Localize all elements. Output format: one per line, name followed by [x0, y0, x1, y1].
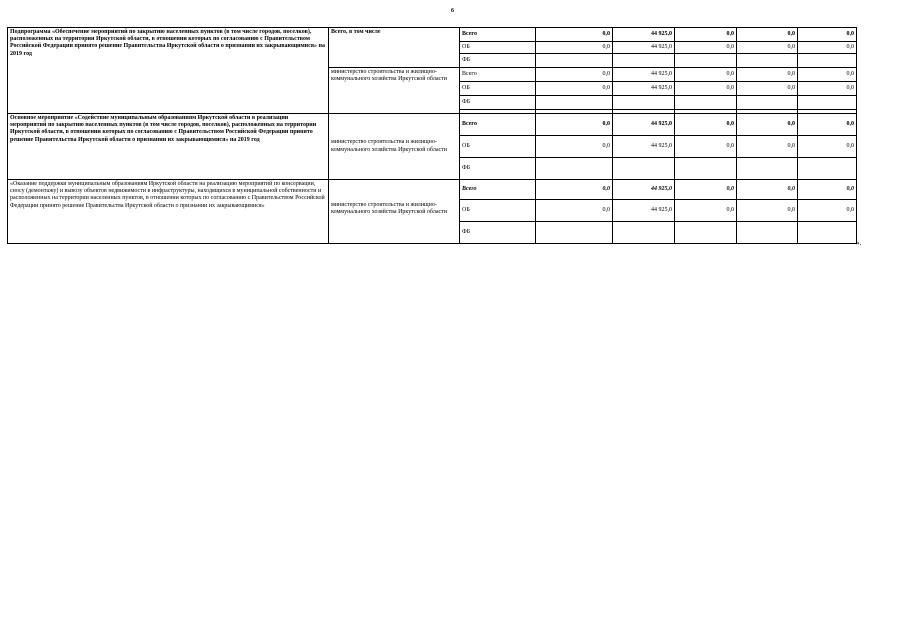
value-cell: 0,0: [675, 136, 737, 158]
value-cell: 0,0: [737, 42, 798, 54]
value-cell: 0,0: [675, 180, 737, 200]
value-cell: [737, 54, 798, 68]
value-cell: 0,0: [798, 136, 857, 158]
value-cell: [613, 54, 675, 68]
executor-ministry-cell: министерство строительства и жилищно-коммунального хозяйства Иркутской области: [329, 114, 460, 180]
value-cell: [536, 96, 613, 110]
source-fb-label: ФБ: [460, 158, 536, 180]
value-cell: 0,0: [798, 114, 857, 136]
value-cell: 0,0: [737, 68, 798, 82]
executor-ministry-cell: министерство строительства и жилищно-коммунального хозяйства Иркутской области: [329, 180, 460, 244]
value-cell: [613, 222, 675, 244]
value-cell: [675, 96, 737, 110]
value-cell: 0,0: [798, 42, 857, 54]
executor-ministry-cell: министерство строительства и жилищно-коммунального хозяйства Иркутской области: [329, 68, 460, 114]
executor-total-cell: Всего, в том числе: [329, 28, 460, 68]
closing-quote-mark: ».: [856, 239, 862, 247]
value-cell: 0,0: [737, 136, 798, 158]
source-ob-label: ОБ: [460, 82, 536, 96]
value-cell: 0,0: [536, 28, 613, 42]
value-cell: 0,0: [536, 68, 613, 82]
value-cell: [613, 158, 675, 180]
source-fb-label: ФБ: [460, 54, 536, 68]
budget-table: [7, 27, 857, 244]
value-cell: [536, 158, 613, 180]
value-cell: 0,0: [798, 180, 857, 200]
value-cell: 0,0: [737, 180, 798, 200]
value-cell: 0,0: [675, 68, 737, 82]
value-cell: [798, 222, 857, 244]
value-cell: 0,0: [536, 114, 613, 136]
table-row: [8, 114, 857, 136]
value-cell: 0,0: [737, 82, 798, 96]
value-cell: 0,0: [737, 114, 798, 136]
value-cell: [737, 96, 798, 110]
source-total-label: Всего: [460, 68, 536, 82]
source-fb-label: ФБ: [460, 222, 536, 244]
source-ob-label: ОБ: [460, 136, 536, 158]
value-cell: 44 925,0: [613, 200, 675, 222]
value-cell: 0,0: [536, 200, 613, 222]
main-measure-title-cell: Основное мероприятие «Содействие муниципальным образованиям Иркутской области в реализации мероприятий по закрытию населенных пунктов (в том числе городов, поселков), расположенных на территории Иркутской области, в отношении которых по согласованию с Правительством Российской Федерации принято решение Правительства Иркутской области о признании их закрывающимися» на 2019 год: [8, 114, 329, 180]
value-cell: [798, 96, 857, 110]
value-cell: [798, 54, 857, 68]
source-ob-label: ОБ: [460, 42, 536, 54]
value-cell: 0,0: [798, 68, 857, 82]
value-cell: [675, 54, 737, 68]
value-cell: 0,0: [536, 136, 613, 158]
value-cell: 0,0: [675, 200, 737, 222]
value-cell: 0,0: [536, 82, 613, 96]
value-cell: 0,0: [536, 180, 613, 200]
support-measure-title-cell: «Оказание поддержки муниципальным образованиям Иркутской области на реализацию мероприятий по консервации, сносу (демонтажу) и вывозу объектов недвижимости в инфраструктуры, находящихся в муниципальной собственности и расположенных на территории населенных пунктов, в отношении которых по согласованию с Правительством Российской Федерации принято решение Правительства Иркутской области о признании их закрывающимися»: [8, 180, 329, 244]
value-cell: 0,0: [536, 42, 613, 54]
value-cell: [536, 54, 613, 68]
table-row: [8, 28, 857, 42]
value-cell: [536, 222, 613, 244]
value-cell: 44 925,0: [613, 42, 675, 54]
value-cell: 44 925,0: [613, 68, 675, 82]
value-cell: 0,0: [798, 28, 857, 42]
value-cell: 44 925,0: [613, 28, 675, 42]
value-cell: [675, 158, 737, 180]
value-cell: 0,0: [675, 28, 737, 42]
value-cell: 44 925,0: [613, 114, 675, 136]
value-cell: [613, 96, 675, 110]
value-cell: [675, 222, 737, 244]
value-cell: 0,0: [737, 200, 798, 222]
value-cell: 0,0: [737, 28, 798, 42]
value-cell: [737, 158, 798, 180]
page-number: 6: [451, 8, 454, 14]
source-total-label: Всего: [460, 180, 536, 200]
value-cell: 0,0: [675, 114, 737, 136]
value-cell: [798, 158, 857, 180]
value-cell: 44 925,0: [613, 180, 675, 200]
value-cell: [737, 222, 798, 244]
value-cell: 44 925,0: [613, 82, 675, 96]
source-fb-label: ФБ: [460, 96, 536, 110]
value-cell: 0,0: [675, 82, 737, 96]
value-cell: 44 925,0: [613, 136, 675, 158]
source-total-label: Всего: [460, 28, 536, 42]
value-cell: 0,0: [798, 82, 857, 96]
subprogram-title-cell: Подпрограмма «Обеспечение мероприятий по закрытию населенных пунктов (в том числе городов, поселков), расположенных на территории Иркутской области, в отношении которых по согласованию с Правительством Российской Федерации принято решение Правительства Иркутской области о признании их закрывающимися» на 2019 год: [8, 28, 329, 114]
source-ob-label: ОБ: [460, 200, 536, 222]
source-total-label: Всего: [460, 114, 536, 136]
value-cell: 0,0: [798, 200, 857, 222]
table-row: [8, 180, 857, 200]
value-cell: 0,0: [675, 42, 737, 54]
